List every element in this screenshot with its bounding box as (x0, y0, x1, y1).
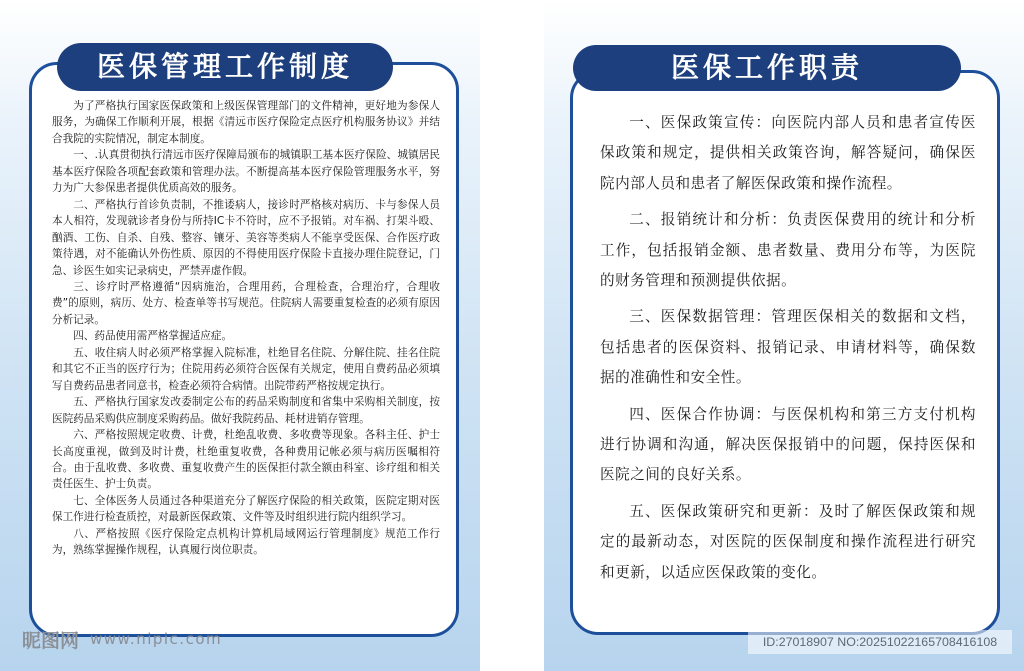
right-paragraph: 三、医保数据管理：管理医保相关的数据和文档，包括患者的医保资料、报销记录、申请材料等，确保数据的准确性和安全性。 (600, 308, 976, 387)
right-board (544, 0, 1024, 671)
left-paragraph: 三、诊疗时严格遵循“因病施治，合理用药，合理检查，合理治疗，合理收费”的原则，病历、处方、检查单等书写规范。住院病人需要重复检查的必须有原因分析记录。 (52, 280, 440, 326)
left-paragraph: 一、.认真贯彻执行清远市医疗保障局颁布的城镇职工基本医疗保险、城镇居民基本医疗保险各项配套政策和管理办法。不断提高基本医疗保险管理服务水平，努力为广大参保患者提供优质高效的服务。 (52, 149, 440, 195)
left-board-title: 医保管理工作制度 (57, 43, 393, 91)
left-board-body (52, 98, 440, 559)
watermark-logo: 昵图网 (22, 630, 80, 652)
right-paragraph: 五、医保政策研究和更新：及时了解医保政策和规定的最新动态，对医院的医保制度和操作流程进行研究和更新，以适应医保政策的变化。 (600, 502, 976, 581)
right-paragraph: 二、报销统计和分析：负责医保费用的统计和分析工作，包括报销金额、患者数量、费用分布等，为医院的财务管理和预测提供依据。 (600, 211, 976, 290)
left-paragraph: 二、严格执行首诊负责制，不推诿病人，接诊时严格核对病历、卡与参保人员本人相符，发现就诊者身份与所持IC卡不符时，应不予报销。对车祸、打架斗殴、酗酒、工伤、自杀、自残、整容、镶牙、美容等类病人不能享受医保、合作医疗政策待遇，对不能确认外伤性质、原因的不得使用医疗保险卡直接办理住院登记，门急、诊医生如实记录病史，严禁弄虚作假。 (52, 198, 440, 277)
right-paragraph: 四、医保合作协调：与医保机构和第三方支付机构进行协调和沟通，解决医保报销中的问题，保持医保和医院之间的良好关系。 (600, 405, 976, 484)
left-paragraph: 七、全体医务人员通过各种渠道充分了解医疗保险的相关政策，医院定期对医保工作进行检查质控，对最新医保政策、文件等及时组织进行院内组织学习。 (52, 494, 440, 524)
watermark-url: www.nipic.com (90, 630, 223, 648)
left-paragraph: 五、收住病人时必须严格掌握入院标准，杜绝冒名住院、分解住院、挂名住院和其它不正当的医疗行为；住院用药必须符合医保有关规定，使用自费药品必须填写自费药品患者同意书，检查必须符合病情。出院带药严格按规定执行。 (52, 346, 440, 392)
left-paragraph: 八、严格按照《医疗保险定点机构计算机局域网运行管理制度》规范工作行为，熟练掌握操作规程，认真履行岗位职责。 (52, 527, 440, 557)
right-paragraph: 一、医保政策宣传：向医院内部人员和患者宣传医保政策和规定，提供相关政策咨询，解答疑问，确保医院内部人员和患者了解医保政策和操作流程。 (600, 114, 976, 192)
right-board-body (600, 108, 976, 594)
watermark-id: ID:27018907 NO:20251022165708416108 (748, 630, 1012, 654)
left-board (0, 0, 480, 671)
left-paragraph: 四、药品使用需严格掌握适应症。 (73, 330, 233, 343)
left-paragraph: 五、严格执行国家发改委制定公布的药品采购制度和省集中采购相关制度，按医院药品采购供应制度采购药品。做好我院药品、耗材进销存管理。 (52, 396, 440, 425)
left-paragraph: 六、严格按照规定收费、计费，杜绝乱收费、多收费等现象。各科主任、护士长高度重视，做到及时计费，杜绝重复收费，各种费用记帐必须与病历医嘱相符合。由于乱收费、多收费、重复收费产生的医保拒付款全额由科室、诊疗组和相关责任医生、护士负责。 (52, 429, 440, 491)
right-board-title: 医保工作职责 (573, 45, 961, 91)
left-paragraph: 为了严格执行国家医保政策和上级医保管理部门的文件精神，更好地为参保人服务，为确保工作顺利开展，根据《清远市医疗保险定点医疗机构服务协议》并结合我院的实院情况，制定本制度。 (52, 100, 440, 145)
